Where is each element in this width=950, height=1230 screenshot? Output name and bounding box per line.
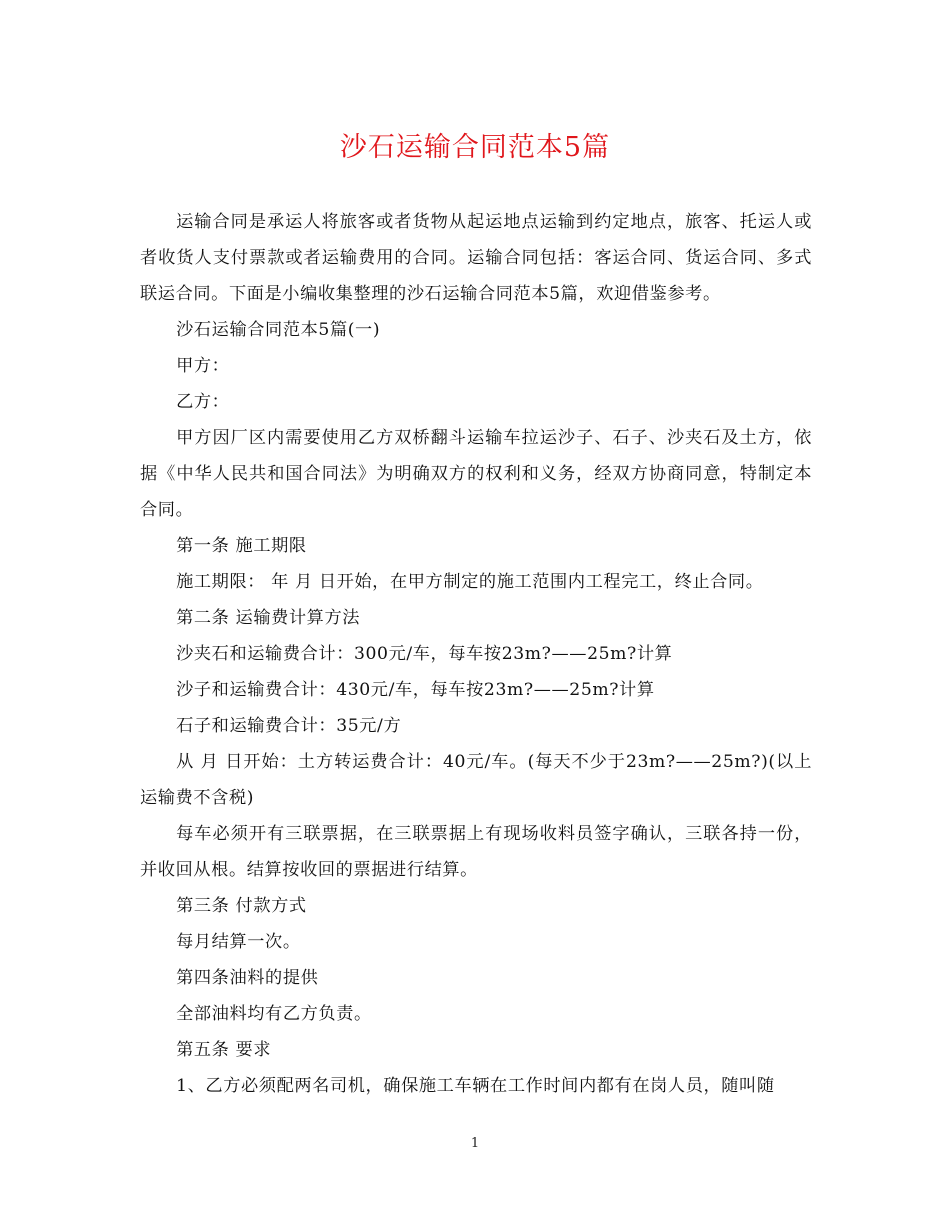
receipt-paragraph: 每车必须开有三联票据，在三联票据上有现场收料员签字确认，三联各持一份，并收回从根。结算按收回的票据进行结算。 [140,824,812,880]
requirement-1-paragraph: 1、乙方必须配两名司机，确保施工车辆在工作时间内都有在岗人员，随叫随 [176,1076,775,1096]
document-title: 沙石运输合同范本5篇 [339,132,611,163]
party-b-line: 乙方： [176,392,230,412]
article-2-heading: 第二条 运输费计算方法 [176,608,361,628]
sand-gravel-fee-line: 沙夹石和运输费合计：300元/车，每车按23m?——25m?计算 [176,644,673,664]
article-1-heading: 第一条 施工期限 [176,536,307,556]
document-body [140,204,812,1104]
payment-paragraph: 每月结算一次。 [176,932,301,952]
stone-fee-line: 石子和运输费合计：35元/方 [176,716,402,736]
article-5-heading: 第五条 要求 [176,1040,272,1060]
intro-paragraph: 运输合同是承运人将旅客或者货物从起运地点运输到约定地点，旅客、托运人或者收货人支付票款或者运输费用的合同。运输合同包括：客运合同、货运合同、多式联运合同。下面是小编收集整理的沙石运输合同范本5篇，欢迎借鉴参考。 [140,212,812,304]
contract-heading: 沙石运输合同范本5篇(一) [176,320,381,340]
article-4-heading: 第四条油料的提供 [176,968,319,988]
fuel-paragraph: 全部油料均有乙方负责。 [176,1004,372,1024]
construction-period-paragraph: 施工期限： 年 月 日开始，在甲方制定的施工范围内工程完工，终止合同。 [176,572,764,592]
article-3-heading: 第三条 付款方式 [176,896,307,916]
party-a-line: 甲方： [176,356,230,376]
page-number: 1 [470,1136,480,1151]
sand-fee-line: 沙子和运输费合计：430元/车，每车按23m?——25m?计算 [176,680,655,700]
earthwork-fee-paragraph: 从 月 日开始：土方转运费合计：40元/车。(每天不少于23m?——25m?)(以上运输费不含税) [140,752,812,808]
contract-purpose-paragraph: 甲方因厂区内需要使用乙方双桥翻斗运输车拉运沙子、石子、沙夹石及土方，依据《中华人民共和国合同法》为明确双方的权利和义务，经双方协商同意，特制定本合同。 [140,428,812,520]
